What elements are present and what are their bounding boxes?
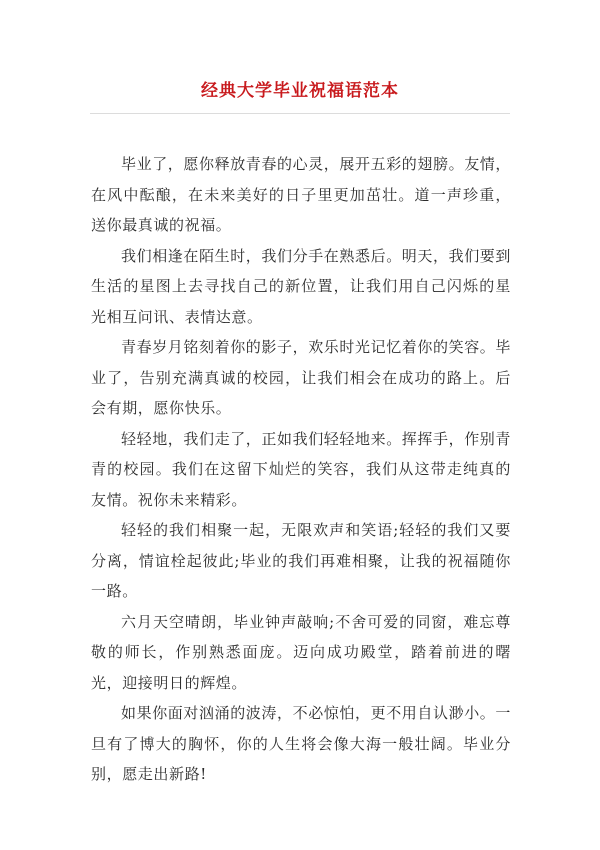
paragraph-7: 如果你面对汹涌的波涛，不必惊怕，更不用自认渺小。一旦有了博大的胸怀，你的人生将会像大海一般壮阔。毕业分别，愿走出新路! — [91, 704, 512, 783]
paragraph-1: 毕业了，愿你释放青春的心灵，展开五彩的翅膀。友情，在风中酝酿，在未来美好的日子里更加茁壮。道一声珍重，送你最真诚的祝福。 — [91, 155, 512, 234]
title-divider — [90, 113, 510, 114]
document-title: 经典大学毕业祝福语范本 — [201, 81, 399, 101]
paragraph-4: 轻轻地，我们走了，正如我们轻轻地来。挥挥手，作别青青的校园。我们在这留下灿烂的笑容，我们从这带走纯真的友情。祝你未来精彩。 — [91, 429, 512, 509]
document-body — [91, 149, 511, 790]
paragraph-6: 六月天空晴朗，毕业钟声敲响;不舍可爱的同窗，难忘尊敬的师长，作别熟悉面庞。迈向成功殿堂，踏着前进的曙光，迎接明日的辉煌。 — [91, 612, 511, 692]
paragraph-2: 我们相逢在陌生时，我们分手在熟悉后。明天，我们要到生活的星图上去寻找自己的新位置，让我们用自己闪烁的星光相互问讯、表情达意。 — [91, 246, 512, 326]
paragraph-3: 青春岁月铭刻着你的影子，欢乐时光记忆着你的笑容。毕业了，告别充满真诚的校园，让我们相会在成功的路上。后会有期，愿你快乐。 — [91, 338, 512, 417]
paragraph-5: 轻轻的我们相聚一起，无限欢声和笑语;轻轻的我们又要分离，情谊栓起彼此;毕业的我们再难相聚，让我的祝福随你一路。 — [91, 521, 511, 600]
